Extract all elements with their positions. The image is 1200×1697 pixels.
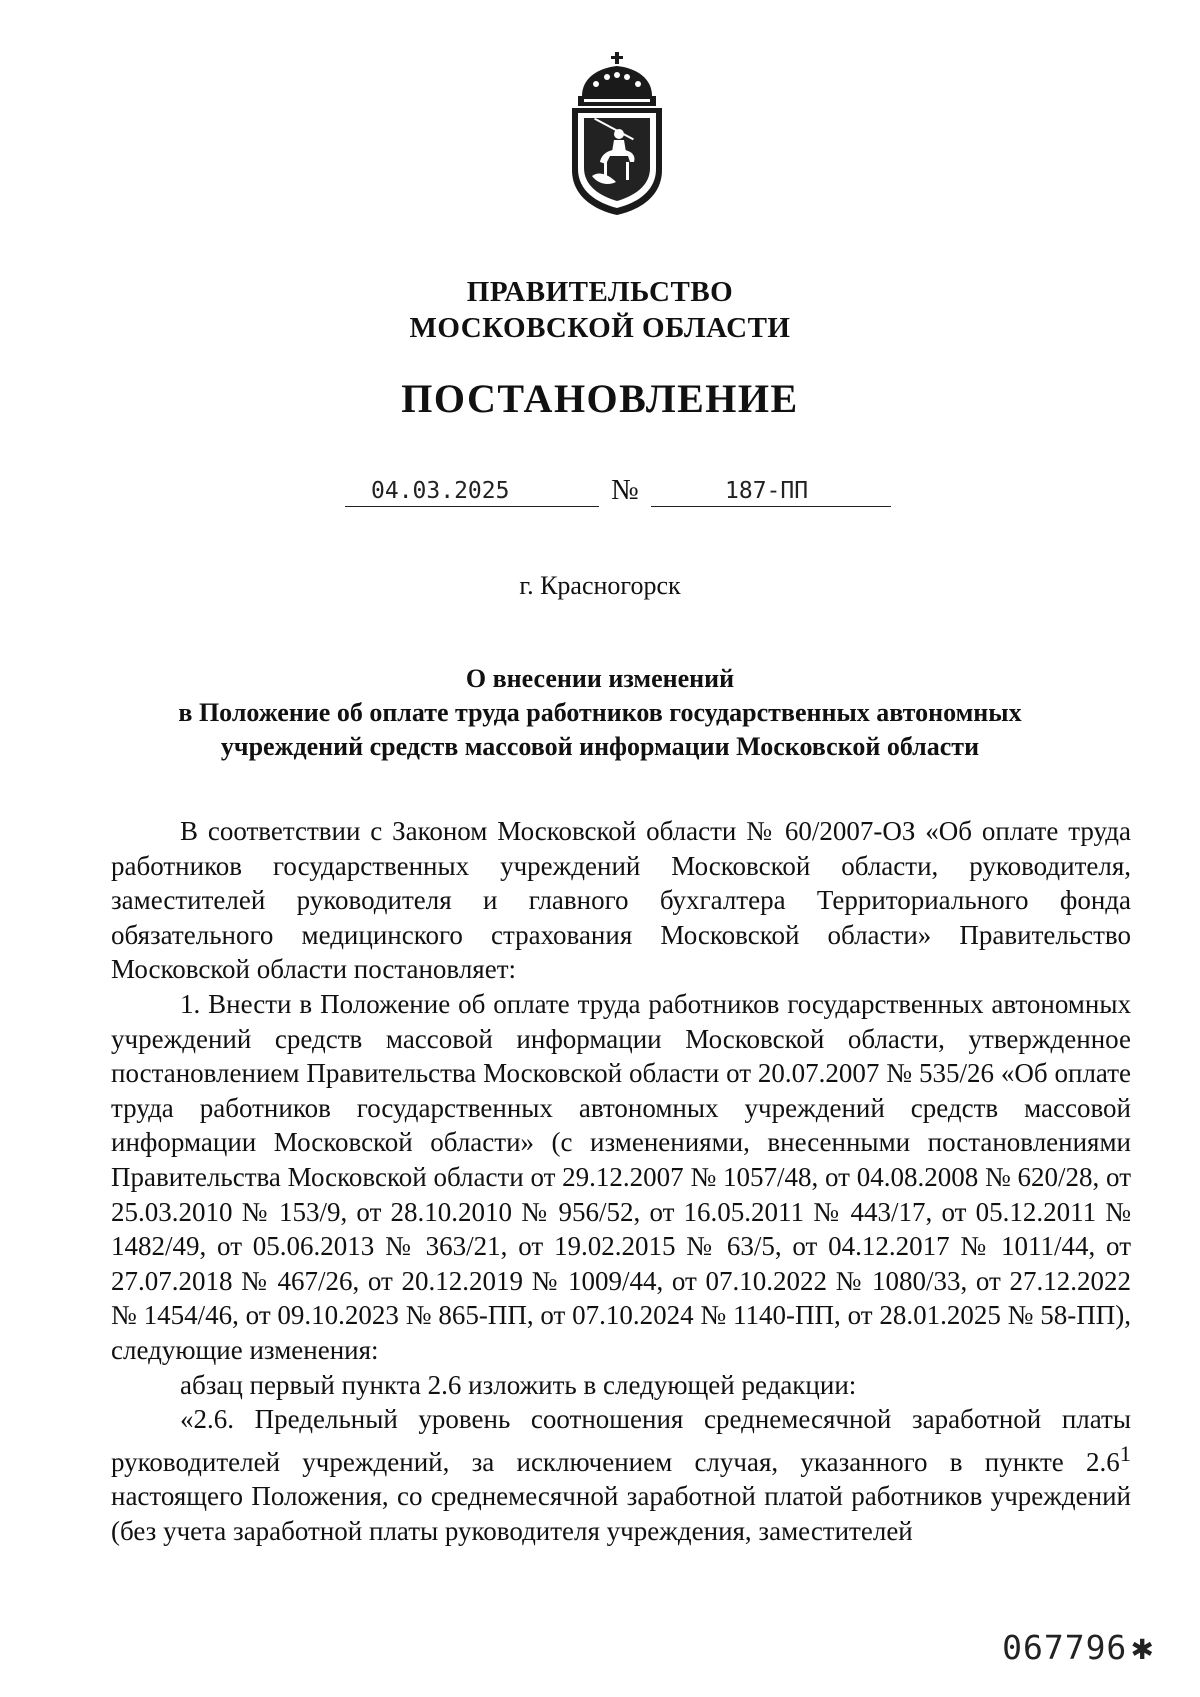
item-1-paragraph: 1. Внести в Положение об оплате труда работников государственных автономных учреждений средств массовой информации Московской области, утвержденное постановлением Правительства Московской области от 20.07.2007 № 535/26 «Об оплате труда работников государственных автономных учреждений средств массовой информации Московской области» (с изменениями, внесенными постановлениями Правительства Московской области от 29.12.2007 № 1057/48, от 04.08.2008 № 620/28, от 25.03.2010 № 153/9, от 28.10.2010 № 956/52, от 16.05.2011 № 443/17, от 05.12.2011 № 1482/49, от 05.06.2013 № 363/21, от 19.02.2015 № 63/5, от 04.12.2017 № 1011/44, от 27.07.2018 № 467/26, от 20.12.2019 № 1009/44, от 07.10.2022 № 1080/33, от 27.12.2022 № 1454/46, от 09.10.2023 № 865-ПП, от 07.10.2024 № 1140-ПП, от 28.01.2025 № 58-ПП), следующие изменения: (111, 988, 1131, 1365)
amendment-intro-paragraph: абзац первый пункта 2.6 изложить в следующей редакции: (180, 1369, 857, 1400)
amendment-text-paragraph (111, 1402, 1131, 1548)
amendment-text-part1: «2.6. Предельный уровень соотношения среднемесячной заработной платы руководителей учреждений, за исключением случая, указанного в пункте 2.6 (111, 1404, 1131, 1477)
title-line-3: учреждений средств массовой информации Московской области (220, 732, 980, 761)
number-field (651, 476, 891, 507)
date-value: 04.03.2025 (371, 478, 510, 504)
number-sign: № (611, 474, 639, 506)
title-line-1: О внесении изменений (465, 664, 735, 693)
document-number: 187-ПП (725, 478, 809, 504)
city-line: г. Красногорск (519, 571, 681, 600)
superscript-index: 1 (1119, 1440, 1131, 1466)
org-name-line1: ПРАВИТЕЛЬСТВО (466, 276, 734, 308)
preamble-paragraph: В соответствии с Законом Московской области № 60/2007-ОЗ «Об оплате труда работников государственных учреждений Московской области, руководителя, заместителей руководителя и главного бухгалтера Территориального фонда обязательного медицинского страхования Московской области» Правительство Московской области постановляет: (111, 816, 1131, 985)
registration-number (1002, 1628, 1154, 1668)
amendment-text-part2: настоящего Положения, со среднемесячной заработной платой работников учреждений (без учета заработной платы руководителя учреждения, заместителей (111, 1481, 1131, 1546)
document-body (111, 814, 1131, 1548)
org-name-line2: МОСКОВСКОЙ ОБЛАСТИ (409, 312, 791, 344)
registration-number-value: 067796 (1002, 1628, 1128, 1667)
document-type-heading: ПОСТАНОВЛЕНИЕ (401, 376, 799, 421)
asterisk-icon: ✱ (1131, 1627, 1154, 1668)
document-title (0, 662, 1200, 764)
coat-of-arms-icon (564, 52, 670, 216)
title-line-2: в Положение об оплате труда работников государственных автономных (178, 698, 1022, 727)
coat-of-arms-emblem (564, 52, 670, 216)
date-field (345, 476, 599, 507)
